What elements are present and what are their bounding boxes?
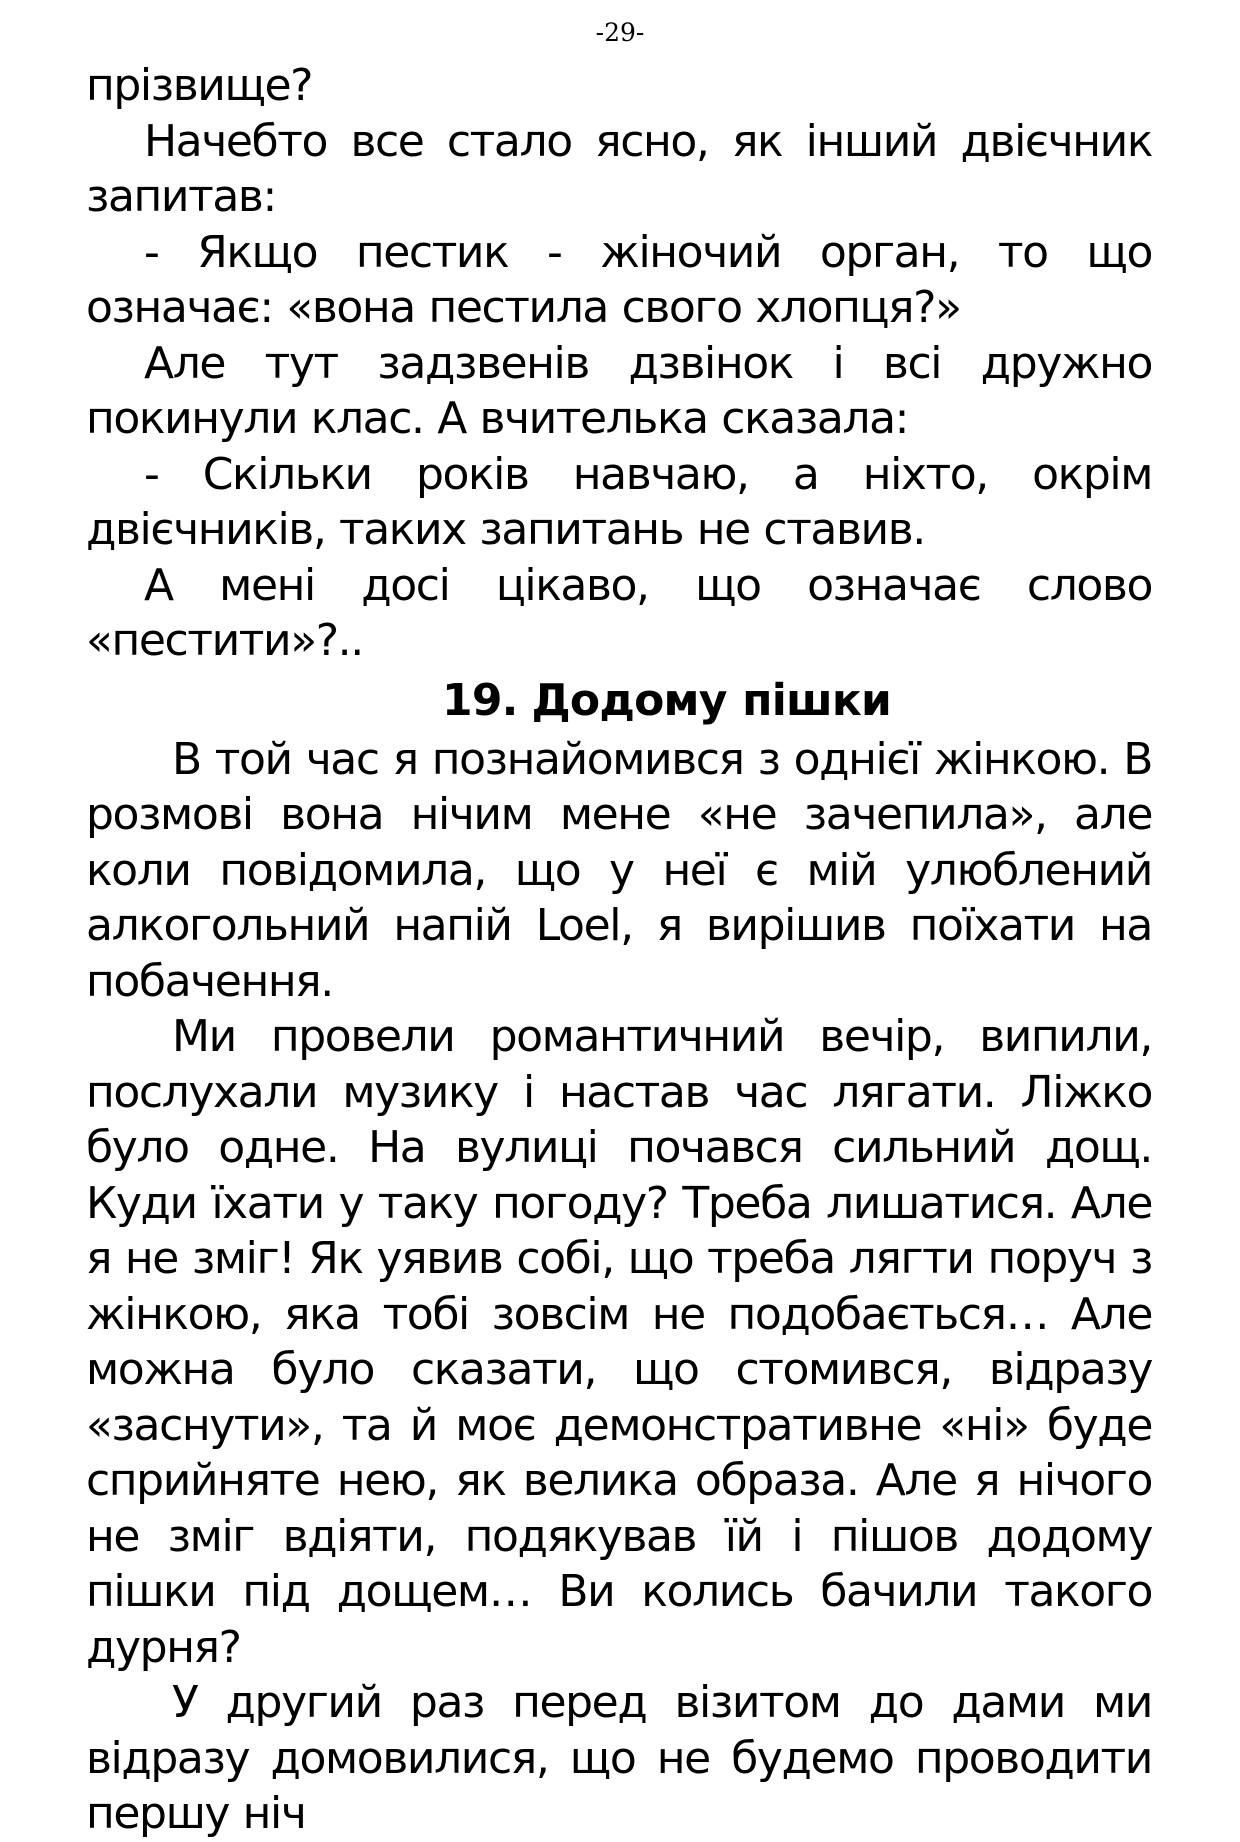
section-heading [86, 669, 1152, 732]
body-text [86, 58, 1152, 1842]
paragraph: У другий раз перед візитом до дами ми відразу домовилися, що не будемо проводити першу ніч [86, 1677, 1152, 1839]
paragraph: прізвище? [86, 60, 313, 111]
paragraph: В той час я познайомився з однієї жінкою. В розмові вона нічим мене «не зачепила», але коли повідомила, що у неї є мій улюблений алкогольний напій Loel, я вирішив поїхати на побачення. [86, 733, 1152, 1007]
section-title: Додому пішки [531, 674, 891, 726]
paragraph: Але тут задзвенів дзвінок і всі дружно покинули клас. А вчителька сказала: [86, 337, 1152, 444]
paragraph: Ми провели романтичний вечір, випили, послухали музику і настав час лягати. Ліжко було одне. На вулиці почався сильний дощ. Куди їхати у таку погоду? Треба лишатися. Але я не зміг! Як уявив собі, що треба лягти поруч з жінкою, яка тобі зовсім не подобається… Але можна було сказати, що стомився, відразу «заснути», та й моє демонстративне «ні» буде сприйняте нею, як велика образа. Але я нічого не зміг вдіяти, подякував їй і пішов додому пішки під дощем… Ви колись бачили такого дурня? [86, 1011, 1152, 1673]
dialogue-line: - Скільки років навчаю, а ніхто, окрім двієчників, таких запитань не ставив. [86, 448, 1152, 555]
page-number: -29- [595, 18, 645, 47]
section-number: 19. [442, 674, 518, 726]
dialogue-line: - Якщо пестик - жіночий орган, то що означає: «вона пестила свого хлопця?» [86, 226, 1152, 333]
paragraph: А мені досі цікаво, що означає слово «пестити»?.. [86, 559, 1152, 666]
paragraph: Начебто все стало ясно, як інший двієчник запитав: [86, 115, 1152, 222]
